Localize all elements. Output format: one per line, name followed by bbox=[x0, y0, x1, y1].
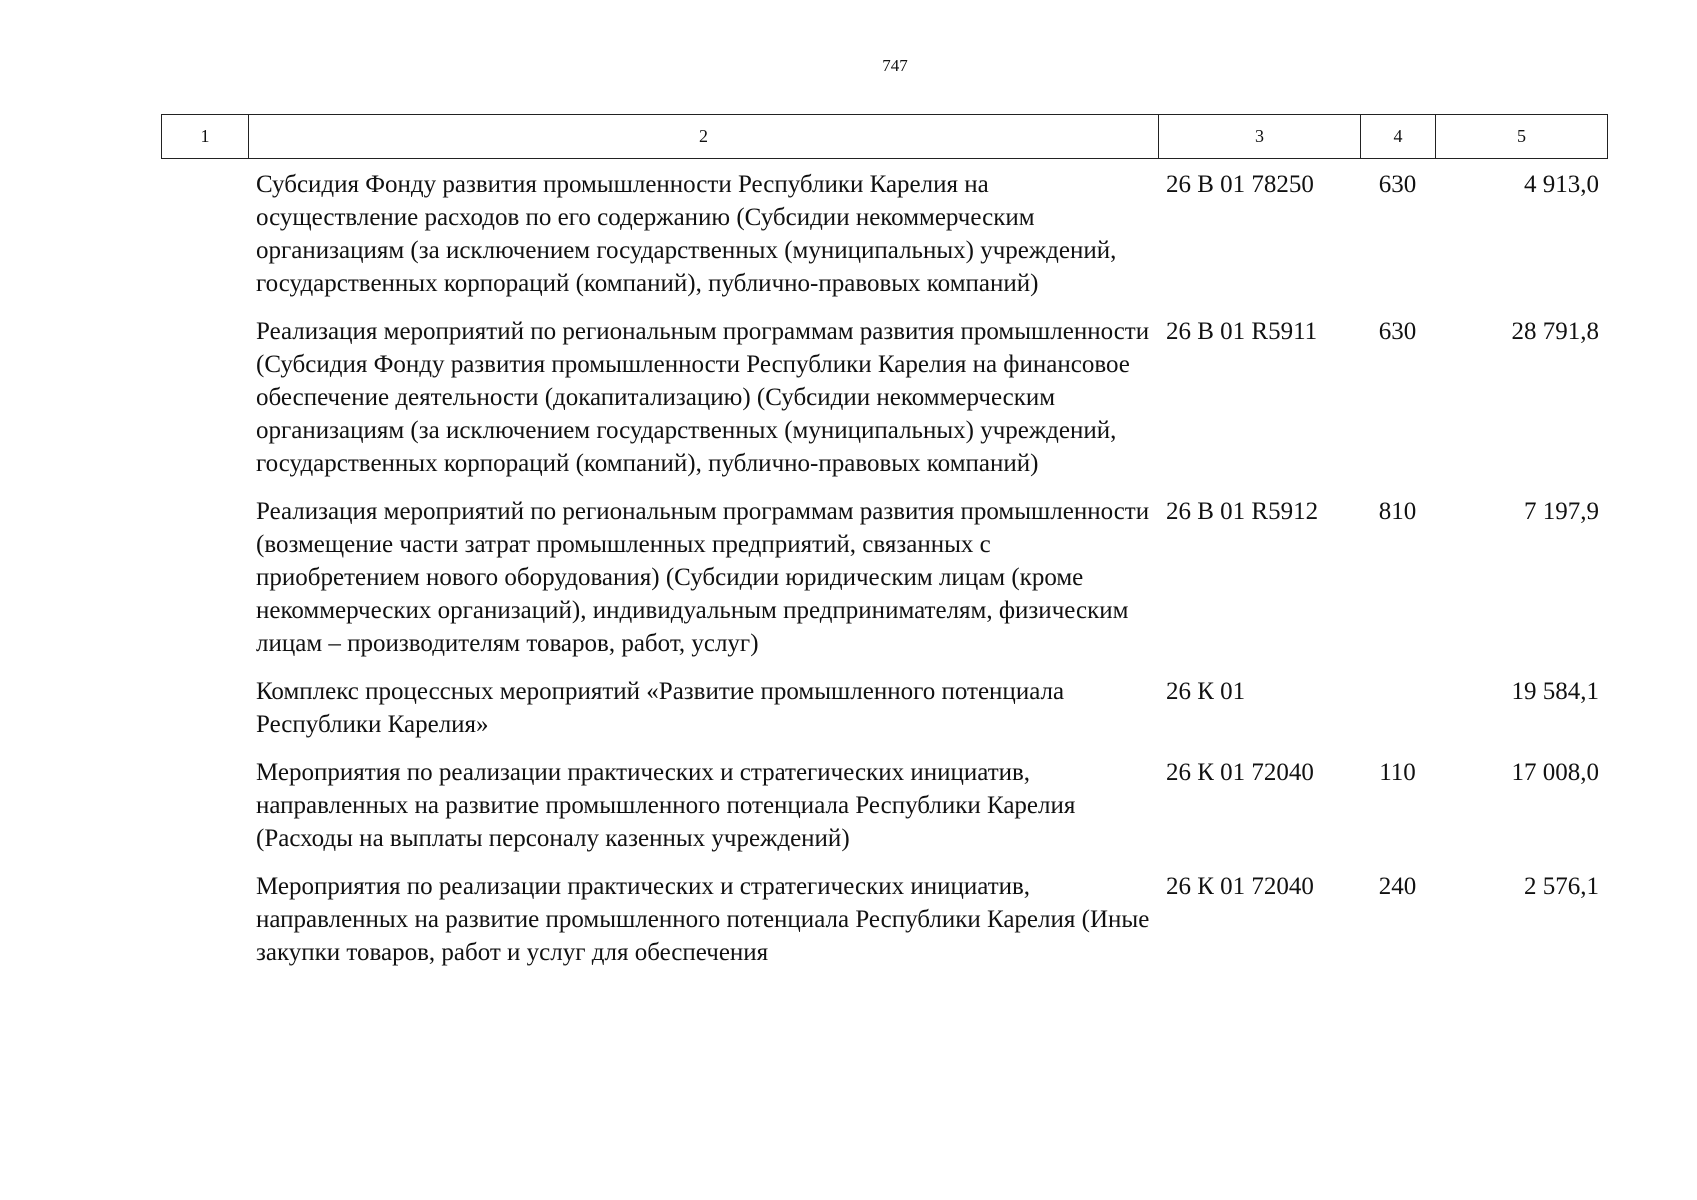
amount: 19 584,1 bbox=[1511, 678, 1599, 705]
row-index-cell bbox=[161, 756, 248, 855]
expense-type: 630 bbox=[1378, 318, 1417, 345]
expense-name: Мероприятия по реализации практических и стратегических инициатив, направленных на развитие промышленного потенциала Республики Карелия (Расходы на выплаты персоналу казенных учреждений) bbox=[256, 759, 1076, 852]
column-header-4: 4 bbox=[1361, 115, 1436, 159]
expense-name: Субсидия Фонду развития промышленности Республики Карелия на осуществление расходов по его содержанию (Субсидии некоммерческим организациям (за исключением государственных (муниципальных) учреждений, государственных корпораций (компаний), публично-правовых компаний) bbox=[256, 171, 1117, 297]
target-code: 26 К 01 72040 bbox=[1166, 873, 1314, 900]
table-body bbox=[161, 168, 1607, 984]
amount: 28 791,8 bbox=[1511, 318, 1599, 345]
table-row bbox=[161, 870, 1607, 969]
row-index-cell bbox=[161, 315, 248, 480]
amount: 7 197,9 bbox=[1524, 498, 1599, 525]
table-row bbox=[161, 315, 1607, 480]
column-header-1: 1 bbox=[162, 115, 249, 159]
column-header-2: 2 bbox=[249, 115, 1159, 159]
target-code: 26 В 01 R5912 bbox=[1166, 498, 1319, 525]
expense-name: Реализация мероприятий по региональным программам развития промышленности (Субсидия Фонду развития промышленности Республики Карелия на финансовое обеспечение деятельности (докапитализацию) (Субсидии некоммерческим организациям (за исключением государственных (муниципальных) учреждений, государственных корпораций (компаний), публично-правовых компаний) bbox=[256, 318, 1150, 477]
row-index-cell bbox=[161, 168, 248, 300]
column-header-table bbox=[161, 114, 1608, 159]
table-row bbox=[161, 756, 1607, 855]
column-header-5: 5 bbox=[1436, 115, 1608, 159]
row-index-cell bbox=[161, 870, 248, 969]
target-code: 26 К 01 bbox=[1166, 678, 1246, 705]
amount: 17 008,0 bbox=[1511, 759, 1599, 786]
table-row bbox=[161, 675, 1607, 741]
expense-type: 240 bbox=[1378, 873, 1417, 900]
table-row bbox=[161, 495, 1607, 660]
row-index-cell bbox=[161, 675, 248, 741]
expense-name: Мероприятия по реализации практических и стратегических инициатив, направленных на развитие промышленного потенциала Республики Карелия (Иные закупки товаров, работ и услуг для обеспечения bbox=[256, 873, 1150, 966]
target-code: 26 К 01 72040 bbox=[1166, 759, 1314, 786]
expense-name: Реализация мероприятий по региональным программам развития промышленности (возмещение части затрат промышленных предприятий, связанных с приобретением нового оборудования) (Субсидии юридическим лицам (кроме некоммерческих организаций), индивидуальным предпринимателям, физическим лицам – производителям товаров, работ, услуг) bbox=[256, 498, 1150, 657]
expense-type: 630 bbox=[1378, 171, 1417, 198]
expense-type: 810 bbox=[1378, 498, 1417, 525]
page-number: 747 bbox=[882, 56, 908, 75]
amount: 2 576,1 bbox=[1524, 873, 1599, 900]
expense-type: 110 bbox=[1379, 759, 1416, 786]
table-row bbox=[161, 168, 1607, 300]
row-index-cell bbox=[161, 495, 248, 660]
column-header-row bbox=[162, 115, 1608, 159]
column-header-3: 3 bbox=[1159, 115, 1361, 159]
amount: 4 913,0 bbox=[1524, 171, 1599, 198]
target-code: 26 В 01 78250 bbox=[1166, 171, 1314, 198]
expense-name: Комплекс процессных мероприятий «Развитие промышленного потенциала Республики Карелия» bbox=[256, 678, 1065, 738]
target-code: 26 В 01 R5911 bbox=[1166, 318, 1318, 345]
expense-type bbox=[1360, 675, 1435, 741]
